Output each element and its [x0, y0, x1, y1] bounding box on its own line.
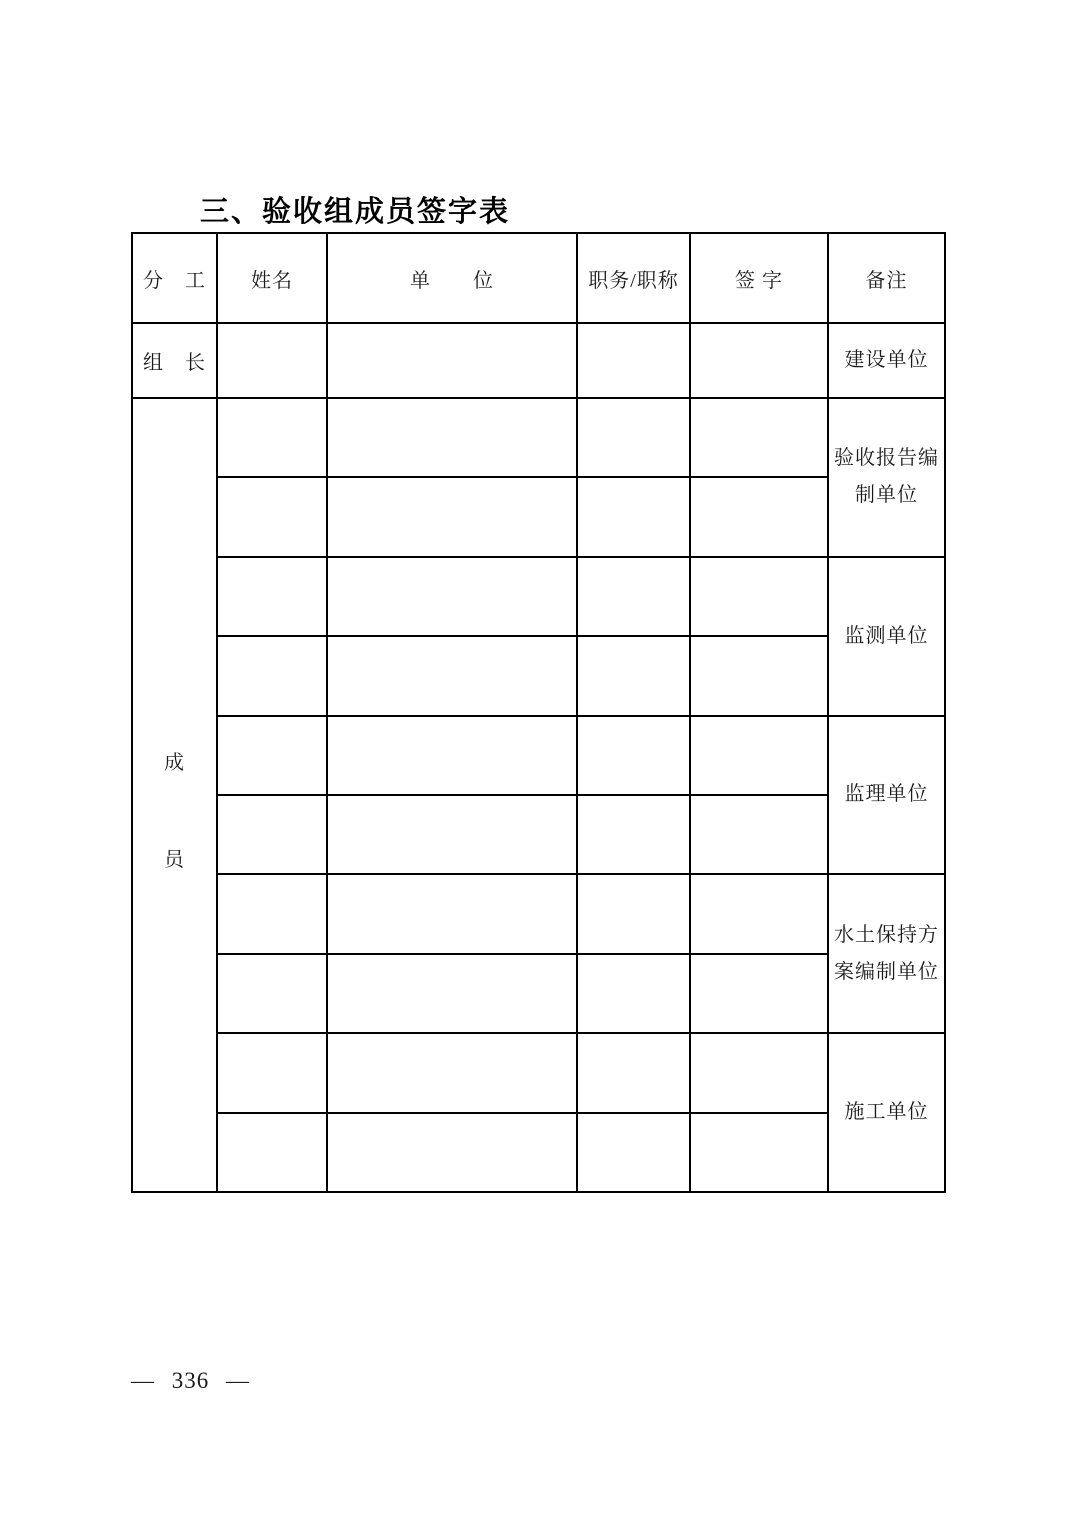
- header-cell-unit: 单 位: [327, 233, 577, 323]
- leader-position-cell: [577, 323, 690, 398]
- member-row: [132, 557, 945, 636]
- member-signature-cell: [690, 398, 828, 477]
- member-unit-cell: [327, 636, 577, 715]
- member-name-cell: [217, 477, 327, 556]
- member-division-label: [133, 718, 216, 872]
- member-signature-cell: [690, 874, 828, 953]
- signature-table: [131, 232, 946, 1193]
- member-row: [132, 1033, 945, 1112]
- member-remark-cell-monitoring-unit: 监测单位: [828, 557, 945, 716]
- member-remark-cell-report-unit: 验收报告编制单位: [828, 398, 945, 557]
- member-remark-cell-plan-unit: 水土保持方案编制单位: [828, 874, 945, 1033]
- leader-name-cell: [217, 323, 327, 398]
- member-signature-cell: [690, 1113, 828, 1192]
- member-remark-cell-construction-unit: 施工单位: [828, 1033, 945, 1192]
- header-cell-division: 分 工: [132, 233, 217, 323]
- member-row: [132, 1113, 945, 1192]
- section-title: 三、验收组成员签字表: [200, 196, 511, 228]
- member-signature-cell: [690, 716, 828, 795]
- member-position-cell: [577, 398, 690, 477]
- member-unit-cell: [327, 477, 577, 556]
- member-signature-cell: [690, 954, 828, 1033]
- member-division-cell: [132, 398, 217, 1192]
- member-position-cell: [577, 636, 690, 715]
- member-position-cell: [577, 716, 690, 795]
- page-number: — 336 —: [131, 1368, 250, 1393]
- member-position-cell: [577, 1033, 690, 1112]
- table-header-row: [132, 233, 945, 323]
- member-signature-cell: [690, 1033, 828, 1112]
- header-cell-position: 职务/职称: [577, 233, 690, 323]
- member-position-cell: [577, 1113, 690, 1192]
- member-signature-cell: [690, 636, 828, 715]
- member-position-cell: [577, 954, 690, 1033]
- leader-division-cell: 组 长: [132, 323, 217, 398]
- member-unit-cell: [327, 874, 577, 953]
- member-remark-cell-supervision-unit: 监理单位: [828, 716, 945, 875]
- member-label-line-1: 成: [164, 751, 185, 774]
- leader-unit-cell: [327, 323, 577, 398]
- member-name-cell: [217, 636, 327, 715]
- member-position-cell: [577, 477, 690, 556]
- member-row: [132, 795, 945, 874]
- member-name-cell: [217, 1033, 327, 1112]
- member-name-cell: [217, 1113, 327, 1192]
- member-unit-cell: [327, 795, 577, 874]
- member-label-line-2: 员: [164, 848, 185, 871]
- member-unit-cell: [327, 1033, 577, 1112]
- member-row: [132, 716, 945, 795]
- member-name-cell: [217, 557, 327, 636]
- member-name-cell: [217, 874, 327, 953]
- member-name-cell: [217, 398, 327, 477]
- member-signature-cell: [690, 557, 828, 636]
- member-signature-cell: [690, 795, 828, 874]
- member-name-cell: [217, 795, 327, 874]
- member-unit-cell: [327, 716, 577, 795]
- member-unit-cell: [327, 1113, 577, 1192]
- member-row: [132, 398, 945, 477]
- member-position-cell: [577, 795, 690, 874]
- header-cell-signature: 签 字: [690, 233, 828, 323]
- header-cell-name: 姓名: [217, 233, 327, 323]
- leader-remark-cell: 建设单位: [828, 323, 945, 398]
- member-position-cell: [577, 874, 690, 953]
- member-row: [132, 954, 945, 1033]
- member-row: [132, 477, 945, 556]
- leader-signature-cell: [690, 323, 828, 398]
- member-unit-cell: [327, 557, 577, 636]
- member-row: [132, 874, 945, 953]
- member-position-cell: [577, 557, 690, 636]
- member-name-cell: [217, 954, 327, 1033]
- member-unit-cell: [327, 954, 577, 1033]
- leader-row: [132, 323, 945, 398]
- member-unit-cell: [327, 398, 577, 477]
- member-row: [132, 636, 945, 715]
- header-cell-remark: 备注: [828, 233, 945, 323]
- member-signature-cell: [690, 477, 828, 556]
- member-name-cell: [217, 716, 327, 795]
